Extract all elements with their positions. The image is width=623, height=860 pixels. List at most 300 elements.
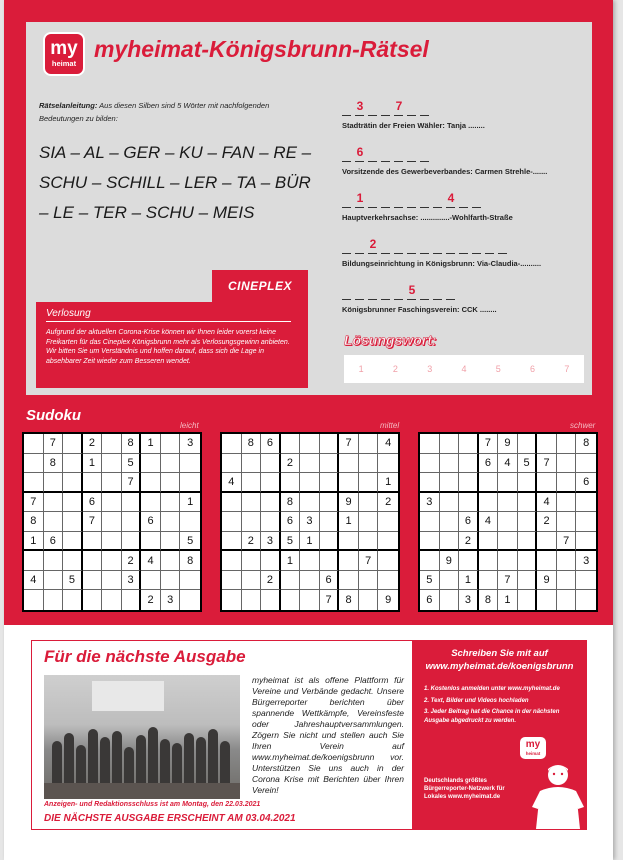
sudoku-cell[interactable] xyxy=(242,473,262,493)
letter-blank[interactable] xyxy=(355,253,364,254)
letter-blank[interactable] xyxy=(394,115,403,116)
sudoku-cell[interactable] xyxy=(161,454,181,474)
sudoku-cell[interactable] xyxy=(576,532,596,552)
sudoku-cell[interactable] xyxy=(378,512,398,532)
sudoku-cell[interactable] xyxy=(83,473,103,493)
sudoku-cell[interactable] xyxy=(141,493,161,513)
sudoku-cell: 7 xyxy=(537,454,557,474)
letter-blank[interactable] xyxy=(420,161,429,162)
sudoku-cell: 3 xyxy=(420,493,440,513)
letter-blank[interactable] xyxy=(407,299,416,300)
sudoku-cell: 8 xyxy=(242,434,262,454)
letter-blank[interactable] xyxy=(394,207,403,208)
sudoku-cell[interactable] xyxy=(261,454,281,474)
sudoku-cell[interactable] xyxy=(180,512,200,532)
sudoku-cell: 4 xyxy=(222,473,242,493)
sudoku-cell[interactable] xyxy=(359,434,379,454)
sudoku-cell[interactable] xyxy=(537,434,557,454)
sudoku-cell[interactable] xyxy=(44,590,64,610)
letter-blank[interactable] xyxy=(420,253,429,254)
sudoku-cell[interactable] xyxy=(102,473,122,493)
solution-box[interactable]: 5 xyxy=(495,364,501,374)
sudoku-cell[interactable] xyxy=(320,454,340,474)
sudoku-cell[interactable] xyxy=(300,571,320,591)
letter-blank[interactable] xyxy=(446,299,455,300)
answer-blanks xyxy=(342,143,582,165)
sudoku-grid-easy xyxy=(22,432,202,612)
sudoku-cell[interactable] xyxy=(498,493,518,513)
sudoku-cell[interactable] xyxy=(180,454,200,474)
solution-box[interactable]: 4 xyxy=(461,364,467,374)
sudoku-cell[interactable] xyxy=(420,532,440,552)
sudoku-cell[interactable] xyxy=(83,551,103,571)
letter-blank[interactable] xyxy=(381,207,390,208)
sudoku-cell[interactable] xyxy=(576,493,596,513)
sudoku-cell[interactable] xyxy=(63,434,83,454)
sudoku-cell[interactable] xyxy=(222,571,242,591)
sudoku-cell[interactable] xyxy=(518,434,538,454)
sudoku-cell: 1 xyxy=(378,473,398,493)
sudoku-cell[interactable] xyxy=(440,512,460,532)
sudoku-cell: 4 xyxy=(537,493,557,513)
sudoku-cell[interactable] xyxy=(440,532,460,552)
sudoku-cell[interactable] xyxy=(339,454,359,474)
lottery-title: Verlosung xyxy=(46,308,291,322)
sudoku-cell[interactable] xyxy=(557,434,577,454)
sudoku-cell: 6 xyxy=(281,512,301,532)
sudoku-cell[interactable] xyxy=(440,590,460,610)
sudoku-cell: 8 xyxy=(122,434,142,454)
sudoku-cell[interactable] xyxy=(63,532,83,552)
person-silhouette xyxy=(196,737,206,785)
sudoku-cell[interactable] xyxy=(320,473,340,493)
sudoku-cell[interactable] xyxy=(300,551,320,571)
letter-blank[interactable] xyxy=(459,253,468,254)
sudoku-cell: 1 xyxy=(141,434,161,454)
sudoku-cell[interactable] xyxy=(537,473,557,493)
sudoku-cell[interactable] xyxy=(420,473,440,493)
solution-box[interactable]: 7 xyxy=(564,364,570,374)
sudoku-cell[interactable] xyxy=(339,571,359,591)
sudoku-cell[interactable] xyxy=(222,590,242,610)
sudoku-cell[interactable] xyxy=(222,454,242,474)
sudoku-cell[interactable] xyxy=(242,454,262,474)
sudoku-cell[interactable] xyxy=(518,571,538,591)
sudoku-cell[interactable] xyxy=(459,434,479,454)
letter-blank[interactable] xyxy=(381,161,390,162)
sudoku-cell[interactable] xyxy=(537,590,557,610)
sudoku-cell[interactable] xyxy=(300,493,320,513)
sudoku-cell[interactable] xyxy=(557,590,577,610)
sudoku-cell: 9 xyxy=(537,571,557,591)
sudoku-cell[interactable] xyxy=(320,434,340,454)
sudoku-cell[interactable] xyxy=(44,551,64,571)
sudoku-cell[interactable] xyxy=(359,473,379,493)
signup-step: 2. Text, Bilder und Videos hochladen xyxy=(424,697,529,704)
sudoku-cell[interactable] xyxy=(320,493,340,513)
sudoku-cell[interactable] xyxy=(440,454,460,474)
letter-blank[interactable] xyxy=(342,299,351,300)
sudoku-cell[interactable] xyxy=(222,532,242,552)
sudoku-cell[interactable] xyxy=(63,454,83,474)
sudoku-cell[interactable] xyxy=(141,473,161,493)
person-silhouette xyxy=(160,739,170,785)
sudoku-cell[interactable] xyxy=(557,493,577,513)
sudoku-cell[interactable] xyxy=(576,571,596,591)
sudoku-cell[interactable] xyxy=(242,512,262,532)
sudoku-cell[interactable] xyxy=(557,473,577,493)
letter-blank[interactable] xyxy=(342,253,351,254)
sudoku-cell[interactable] xyxy=(281,473,301,493)
sudoku-cell[interactable] xyxy=(242,493,262,513)
sudoku-cell[interactable] xyxy=(281,590,301,610)
projection-screen xyxy=(92,681,164,711)
letter-blank[interactable] xyxy=(446,207,455,208)
sudoku-cell: 3 xyxy=(180,434,200,454)
sudoku-cell[interactable] xyxy=(557,512,577,532)
sudoku-cell[interactable] xyxy=(242,571,262,591)
person-silhouette xyxy=(64,733,74,785)
sudoku-cell[interactable] xyxy=(180,571,200,591)
sudoku-cell[interactable] xyxy=(102,532,122,552)
sudoku-cell[interactable] xyxy=(498,551,518,571)
sudoku-cell[interactable] xyxy=(281,434,301,454)
sudoku-cell[interactable] xyxy=(576,454,596,474)
sudoku-cell[interactable] xyxy=(557,571,577,591)
sudoku-cell[interactable] xyxy=(222,493,242,513)
clue xyxy=(342,189,587,235)
sudoku-cell[interactable] xyxy=(479,493,499,513)
letter-blank[interactable] xyxy=(381,115,390,116)
sudoku-cell[interactable] xyxy=(261,512,281,532)
sudoku-cell[interactable] xyxy=(161,532,181,552)
sudoku-cell[interactable] xyxy=(122,532,142,552)
sudoku-cell[interactable] xyxy=(161,512,181,532)
person-silhouette xyxy=(112,731,122,785)
letter-blank[interactable] xyxy=(368,207,377,208)
ad-body-text: myheimat ist als offene Plattform für Vereine und Verbände gedacht. Unsere Bürgerreporter berichten über spannende Wettkämpfe, Vereinsfeste oder Jahreshauptversammlungen. Zögern Sie nicht und stellen auch Sie Ihren Verein auf www.myheimat.de/koenigsbrunn vor. Unterstützen Sie uns auch in der Corona Krise mit Berichten über Ihren Verein! xyxy=(252,675,404,795)
sudoku-cell[interactable] xyxy=(498,473,518,493)
letter-blank[interactable] xyxy=(342,207,351,208)
sudoku-cell[interactable] xyxy=(261,551,281,571)
answer-blanks xyxy=(342,281,582,303)
sudoku-cell[interactable] xyxy=(320,512,340,532)
sudoku-cell: 7 xyxy=(339,434,359,454)
difficulty-label: mittel xyxy=(380,421,400,430)
person-silhouette xyxy=(220,741,230,785)
sudoku-cell[interactable] xyxy=(300,454,320,474)
sudoku-cell[interactable] xyxy=(459,493,479,513)
instructions-label: Rätselanleitung: xyxy=(39,101,98,110)
sudoku-cell[interactable] xyxy=(557,551,577,571)
sudoku-cell[interactable] xyxy=(420,551,440,571)
letter-blank[interactable] xyxy=(433,253,442,254)
signup-steps xyxy=(424,685,582,728)
letter-blank[interactable] xyxy=(407,161,416,162)
sudoku-cell[interactable] xyxy=(141,532,161,552)
sudoku-cell[interactable] xyxy=(518,473,538,493)
sudoku-cell[interactable] xyxy=(518,512,538,532)
letter-blank[interactable] xyxy=(394,253,403,254)
sudoku-cell[interactable] xyxy=(339,473,359,493)
sudoku-cell[interactable] xyxy=(359,512,379,532)
sudoku-cell[interactable] xyxy=(479,473,499,493)
ad-deadline: Anzeigen- und Redaktionsschluss ist am Montag, den 22.03.2021 xyxy=(44,801,261,808)
person-silhouette xyxy=(136,735,146,785)
letter-blank[interactable] xyxy=(485,253,494,254)
sudoku-cell[interactable] xyxy=(518,532,538,552)
sudoku-cell[interactable] xyxy=(339,532,359,552)
sudoku-cell[interactable] xyxy=(440,434,460,454)
letter-blank[interactable] xyxy=(420,299,429,300)
sudoku-cell[interactable] xyxy=(102,571,122,591)
sudoku-cell: 4 xyxy=(378,434,398,454)
sudoku-cell: 6 xyxy=(83,493,103,513)
sudoku-cell[interactable] xyxy=(44,571,64,591)
sudoku-cell[interactable] xyxy=(479,551,499,571)
person-silhouette xyxy=(88,729,98,785)
sudoku-cell: 1 xyxy=(300,532,320,552)
sudoku-cell: 9 xyxy=(440,551,460,571)
letter-blank[interactable] xyxy=(394,299,403,300)
letter-blank[interactable] xyxy=(394,161,403,162)
sudoku-cell[interactable] xyxy=(281,571,301,591)
sudoku-cell[interactable] xyxy=(420,512,440,532)
next-issue-ad xyxy=(31,640,587,830)
sudoku-cell[interactable] xyxy=(63,473,83,493)
clue-text: Hauptverkehrsachse: ..............-Wohlfarth-Straße xyxy=(342,213,513,222)
letter-blank[interactable] xyxy=(381,253,390,254)
sudoku-cell[interactable] xyxy=(537,551,557,571)
letter-blank[interactable] xyxy=(420,115,429,116)
sudoku-cell[interactable] xyxy=(518,493,538,513)
sudoku-cell[interactable] xyxy=(102,590,122,610)
solution-box[interactable]: 2 xyxy=(392,364,398,374)
sudoku-cell[interactable] xyxy=(576,512,596,532)
sudoku-cell: 6 xyxy=(479,454,499,474)
clue-list xyxy=(342,97,587,327)
sudoku-cell[interactable] xyxy=(63,590,83,610)
sudoku-cell[interactable] xyxy=(359,590,379,610)
sudoku-cell[interactable] xyxy=(102,454,122,474)
letter-blank[interactable] xyxy=(433,207,442,208)
sudoku-cell: 1 xyxy=(281,551,301,571)
letter-blank[interactable] xyxy=(368,253,377,254)
sudoku-cell[interactable] xyxy=(479,571,499,591)
solution-box[interactable]: 3 xyxy=(427,364,433,374)
sudoku-cell[interactable] xyxy=(518,590,538,610)
ad-title: Für die nächste Ausgabe xyxy=(44,647,246,666)
solution-box[interactable]: 6 xyxy=(530,364,536,374)
letter-blank[interactable] xyxy=(355,207,364,208)
sudoku-cell[interactable] xyxy=(222,434,242,454)
sudoku-cell: 3 xyxy=(161,590,181,610)
letter-blank[interactable] xyxy=(368,161,377,162)
sudoku-cell[interactable] xyxy=(24,551,44,571)
sudoku-cell[interactable] xyxy=(180,473,200,493)
sudoku-cell[interactable] xyxy=(576,590,596,610)
letter-blank[interactable] xyxy=(355,161,364,162)
answer-blanks xyxy=(342,97,582,119)
signup-step: 1. Kostenlos anmelden unter www.myheimat.de xyxy=(424,686,560,692)
sudoku-cell: 3 xyxy=(122,571,142,591)
sudoku-cell[interactable] xyxy=(498,532,518,552)
sudoku-cell: 4 xyxy=(498,454,518,474)
sudoku-cell[interactable] xyxy=(420,434,440,454)
letter-blank[interactable] xyxy=(446,253,455,254)
letter-blank[interactable] xyxy=(459,207,468,208)
sudoku-cell[interactable] xyxy=(320,551,340,571)
sudoku-cell[interactable] xyxy=(518,551,538,571)
sudoku-cell[interactable] xyxy=(161,551,181,571)
sudoku-cell[interactable] xyxy=(339,551,359,571)
sudoku-cell[interactable] xyxy=(102,512,122,532)
sudoku-cell[interactable] xyxy=(378,571,398,591)
letter-blank[interactable] xyxy=(368,115,377,116)
sudoku-cell[interactable] xyxy=(378,454,398,474)
sudoku-cell[interactable] xyxy=(122,590,142,610)
sudoku-cell[interactable] xyxy=(141,454,161,474)
sudoku-cell[interactable] xyxy=(479,532,499,552)
letter-blank[interactable] xyxy=(407,253,416,254)
letter-blank[interactable] xyxy=(355,115,364,116)
sudoku-cell: 8 xyxy=(24,512,44,532)
letter-blank[interactable] xyxy=(472,207,481,208)
letter-blank[interactable] xyxy=(381,299,390,300)
sudoku-cell[interactable] xyxy=(24,454,44,474)
sudoku-cell: 8 xyxy=(180,551,200,571)
sudoku-cell[interactable] xyxy=(459,551,479,571)
sudoku-cell[interactable] xyxy=(102,551,122,571)
sudoku-cell[interactable] xyxy=(359,571,379,591)
sudoku-cell: 3 xyxy=(300,512,320,532)
sudoku-cell[interactable] xyxy=(261,590,281,610)
sudoku-cell: 4 xyxy=(479,512,499,532)
sudoku-cell[interactable] xyxy=(300,434,320,454)
sudoku-cell[interactable] xyxy=(378,532,398,552)
letter-blank[interactable] xyxy=(407,115,416,116)
sudoku-cell[interactable] xyxy=(300,473,320,493)
sudoku-cell: 5 xyxy=(518,454,538,474)
sudoku-cell[interactable] xyxy=(440,493,460,513)
sudoku-cell: 3 xyxy=(261,532,281,552)
sudoku-cell[interactable] xyxy=(359,493,379,513)
sudoku-cell[interactable] xyxy=(83,532,103,552)
sudoku-cell[interactable] xyxy=(44,473,64,493)
sudoku-cell[interactable] xyxy=(498,512,518,532)
sudoku-grid-hard xyxy=(418,432,598,612)
letter-blank[interactable] xyxy=(342,161,351,162)
sudoku-cell[interactable] xyxy=(44,493,64,513)
sudoku-cell[interactable] xyxy=(440,473,460,493)
sudoku-cell[interactable] xyxy=(180,590,200,610)
letter-blank[interactable] xyxy=(368,299,377,300)
solution-letter-number: 2 xyxy=(369,237,377,251)
clue-text: Stadträtin der Freien Wähler: Tanja ........ xyxy=(342,121,485,130)
sudoku-cell[interactable] xyxy=(261,493,281,513)
sudoku-cell[interactable] xyxy=(83,571,103,591)
sudoku-cell: 2 xyxy=(83,434,103,454)
sudoku-cell[interactable] xyxy=(378,551,398,571)
person-silhouette xyxy=(148,727,158,785)
sudoku-cell[interactable] xyxy=(242,551,262,571)
sudoku-cell: 5 xyxy=(63,571,83,591)
letter-blank[interactable] xyxy=(407,207,416,208)
sudoku-cell[interactable] xyxy=(242,590,262,610)
sudoku-cell: 7 xyxy=(44,434,64,454)
sudoku-cell[interactable] xyxy=(161,493,181,513)
sudoku-cell[interactable] xyxy=(320,532,340,552)
sudoku-cell[interactable] xyxy=(222,512,242,532)
sudoku-cell[interactable] xyxy=(222,551,242,571)
sudoku-cell[interactable] xyxy=(44,512,64,532)
sudoku-cell[interactable] xyxy=(102,493,122,513)
syllable-list xyxy=(39,138,329,228)
sudoku-cell[interactable] xyxy=(557,454,577,474)
sudoku-cell[interactable] xyxy=(102,434,122,454)
letter-blank[interactable] xyxy=(342,115,351,116)
sudoku-cell: 7 xyxy=(320,590,340,610)
sudoku-cell[interactable] xyxy=(537,532,557,552)
syllable-line: SCHU – SCHILL – LER – TA – BÜR xyxy=(39,173,311,192)
sudoku-cell[interactable] xyxy=(459,454,479,474)
write-heading: Schreiben Sie mit auf www.myheimat.de/koenigsbrunn xyxy=(425,648,574,672)
sudoku-cell[interactable] xyxy=(459,473,479,493)
sudoku-cell: 8 xyxy=(339,590,359,610)
solution-letter-number: 4 xyxy=(447,191,455,205)
sudoku-cell: 6 xyxy=(320,571,340,591)
sudoku-cell: 4 xyxy=(141,551,161,571)
sudoku-cell[interactable] xyxy=(141,571,161,591)
sudoku-cell: 7 xyxy=(83,512,103,532)
sudoku-cell[interactable] xyxy=(300,590,320,610)
sudoku-cell: 4 xyxy=(24,571,44,591)
letter-blank[interactable] xyxy=(355,299,364,300)
answer-blanks xyxy=(342,189,582,211)
person-silhouette xyxy=(184,733,194,785)
clue xyxy=(342,281,587,327)
sudoku-cell[interactable] xyxy=(122,493,142,513)
solution-boxes xyxy=(344,355,584,383)
person-silhouette xyxy=(172,743,182,785)
sudoku-cell: 7 xyxy=(479,434,499,454)
letter-blank[interactable] xyxy=(472,253,481,254)
letter-blank[interactable] xyxy=(433,299,442,300)
sudoku-cell[interactable] xyxy=(24,434,44,454)
sudoku-cell[interactable] xyxy=(83,590,103,610)
sudoku-cell[interactable] xyxy=(420,454,440,474)
sudoku-cell[interactable] xyxy=(359,532,379,552)
sudoku-cell[interactable] xyxy=(122,512,142,532)
sudoku-cell[interactable] xyxy=(63,493,83,513)
sudoku-cell[interactable] xyxy=(161,434,181,454)
sudoku-cell[interactable] xyxy=(161,571,181,591)
solution-box[interactable]: 1 xyxy=(358,364,364,374)
sudoku-cell[interactable] xyxy=(359,454,379,474)
puzzle-section xyxy=(4,0,613,625)
letter-blank[interactable] xyxy=(420,207,429,208)
sudoku-cell[interactable] xyxy=(161,473,181,493)
sudoku-cell: 7 xyxy=(122,473,142,493)
sudoku-cell[interactable] xyxy=(440,571,460,591)
sudoku-cell[interactable] xyxy=(24,473,44,493)
sudoku-cell[interactable] xyxy=(24,590,44,610)
sudoku-cell[interactable] xyxy=(261,473,281,493)
letter-blank[interactable] xyxy=(498,253,507,254)
sudoku-cell[interactable] xyxy=(63,551,83,571)
syllable-line: SIA – AL – GER – KU – FAN – RE – xyxy=(39,143,312,162)
sudoku-cell[interactable] xyxy=(63,512,83,532)
